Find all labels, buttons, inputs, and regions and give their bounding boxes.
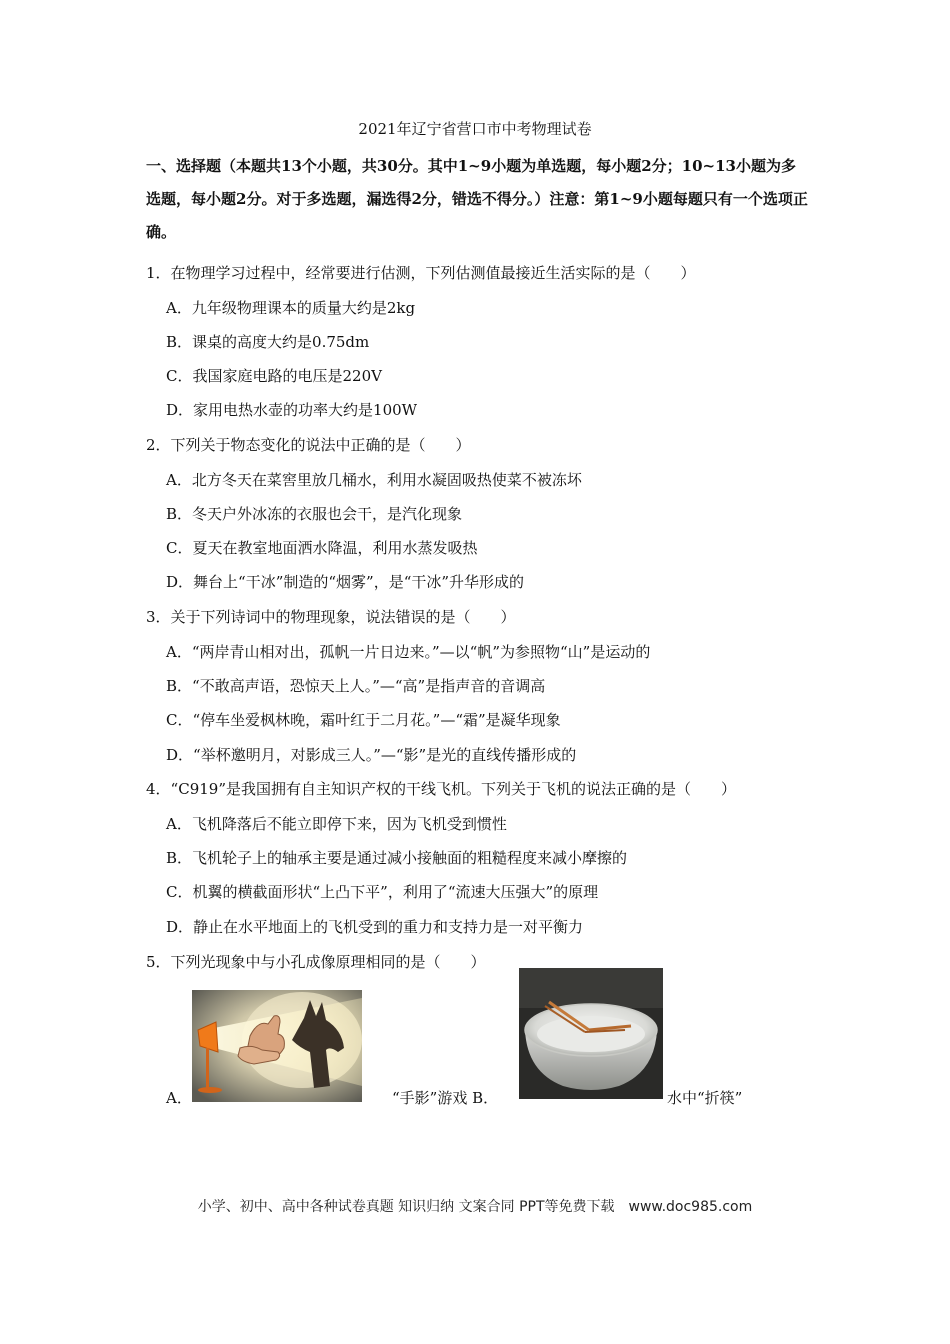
question-5-option-a-caption: “手影”游戏 B． [392,1089,499,1107]
question-2-option-d: D．舞台上“干冰”制造的“烟雾”，是“干冰”升华形成的 [166,573,525,591]
question-3-option-b: B．“不敢高声语，恐惊天上人。”—“高”是指声音的音调高 [166,677,546,695]
question-1-option-c: C．我国家庭电路的电压是220V [166,367,382,385]
question-5-option-a-label: A． [166,1089,192,1107]
question-1-option-d: D．家用电热水壶的功率大约是100W [166,401,418,419]
question-4-option-c: C．机翼的横截面形状“上凸下平”，利用了“流速大压强大”的原理 [166,883,599,901]
question-1-option-b: B．课桌的高度大约是0.75dm [166,333,370,351]
question-2-stem: 2．下列关于物态变化的说法中正确的是（ ） [146,436,471,454]
question-3-option-c: C．“停车坐爱枫林晚，霜叶红于二月花。”—“霜”是凝华现象 [166,711,561,729]
question-5-option-b-caption: 水中“折筷” [667,1089,743,1107]
question-4-stem: 4．“C919”是我国拥有自主知识产权的干线飞机。下列关于飞机的说法正确的是（ ） [146,780,736,798]
page-title: 2021年辽宁省营口市中考物理试卷 [358,120,592,138]
question-2-option-a: A．北方冬天在菜窖里放几桶水，利用水凝固吸热使菜不被冻坏 [166,471,582,489]
question-3-stem: 3．关于下列诗词中的物理现象，说法错误的是（ ） [146,608,516,626]
question-4-option-a: A．飞机降落后不能立即停下来，因为飞机受到惯性 [166,815,507,833]
question-4-option-d: D．静止在水平地面上的飞机受到的重力和支持力是一对平衡力 [166,918,584,936]
question-4-option-b: B．飞机轮子上的轴承主要是通过减小接触面的粗糙程度来减小摩擦的 [166,849,628,867]
question-3-option-d: D．“举杯邀明月，对影成三人。”—“影”是光的直线传播形成的 [166,746,577,764]
hand-shadow-image [192,990,362,1102]
question-2-option-b: B．冬天户外冰冻的衣服也会干，是汽化现象 [166,505,463,523]
question-1-stem: 1．在物理学习过程中，经常要进行估测，下列估测值最接近生活实际的是（ ） [146,264,696,282]
page-footer: 小学、初中、高中各种试卷真题 知识归纳 文案合同 PPT等免费下载 www.doc985.com [197,1199,753,1215]
bent-chopsticks-image [519,968,663,1099]
question-2-option-c: C．夏天在教室地面洒水降温，利用水蒸发吸热 [166,539,478,557]
question-3-option-a: A．“两岸青山相对出，孤帆一片日边来。”—以“帆”为参照物“山”是运动的 [166,643,651,661]
section-header: 一、选择题（本题共13个小题，共30分。其中1~9小题为单选题，每小题2分；10~13小题为多选题，每小题2分。对于多选题，漏选得2分，错选不得分。）注意：第1~9小题每题只有一个选项正确。 [146,157,808,241]
question-5-stem: 5．下列光现象中与小孔成像原理相同的是（ ） [146,953,486,971]
question-1-option-a: A．九年级物理课本的质量大约是2kg [166,299,416,317]
